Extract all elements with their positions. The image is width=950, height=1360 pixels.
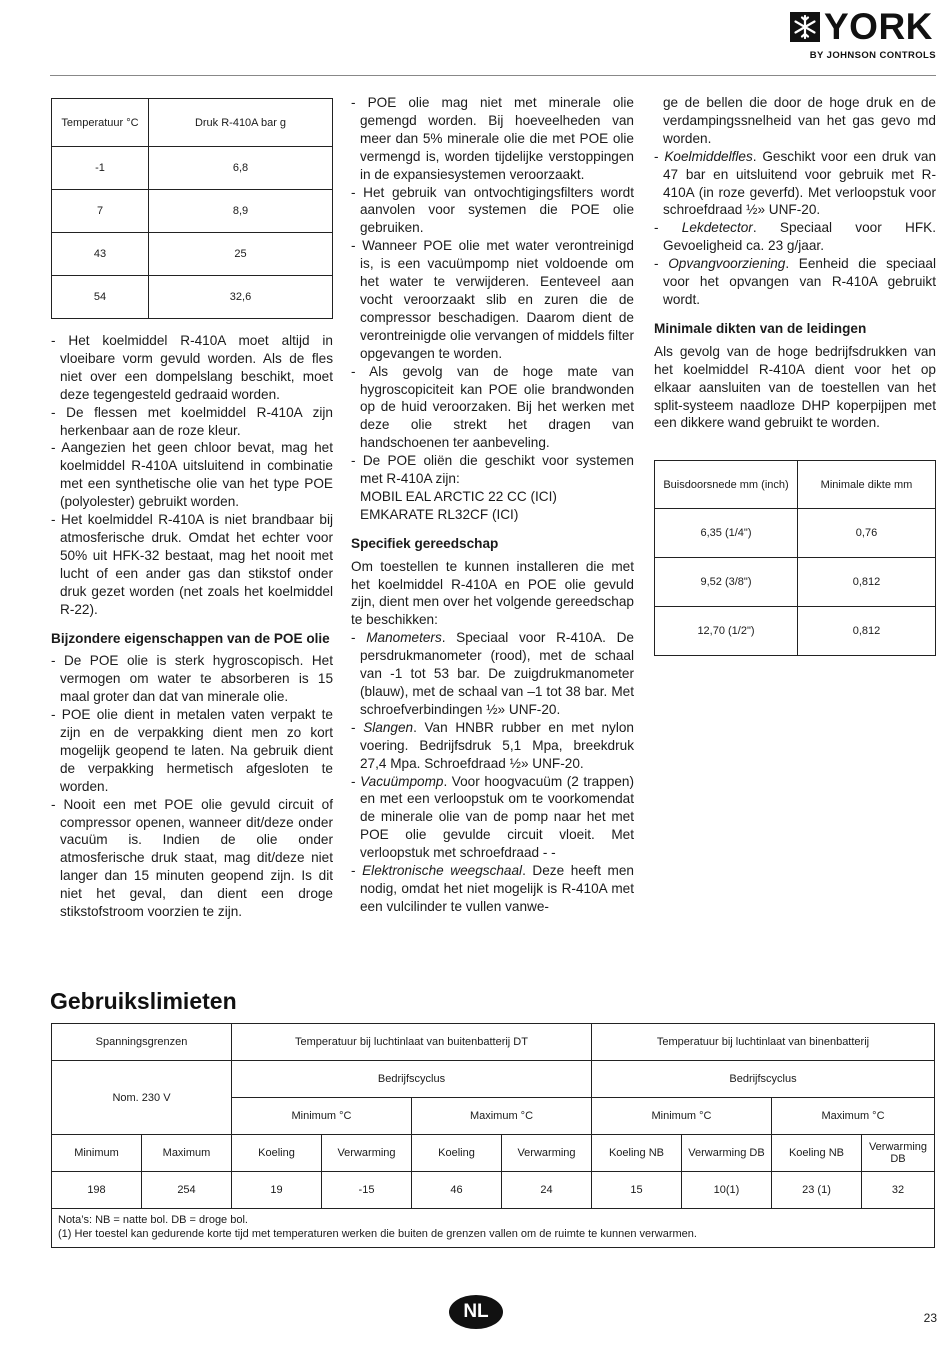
text-column-3 [654,94,936,432]
table-cell: -15 [322,1172,412,1209]
table-cell: 24 [502,1172,592,1209]
table-header: Spanningsgrenzen [52,1024,232,1061]
note-line: (1) Her toestel kan gedurende korte tijd met temperaturen werken die buiten de grenzen vallen om de ruimte te kunnen verwarmen. [58,1228,697,1240]
table-cell: 0,812 [798,558,936,607]
table-header: Verwarming DB [682,1135,772,1172]
paragraph: Als gevolg van de hoge bedrijfsdrukken van het koelmiddel R-410A dient voor het op elkaar aansluiten van de toestellen van het split-systeem naadloze DHP koperpijpen met een dikkere wand gebruikt te worden. [654,343,936,431]
table-header: Druk R-410A bar g [149,99,333,147]
table-header: Buisdoorsnede mm (inch) [655,461,798,509]
section-heading: Bijzondere eigenschappen van de POE olie [51,630,330,646]
pipe-thickness-table [654,460,936,656]
table-notes [52,1209,935,1248]
bullet-item: - Aangezien het geen chloor bevat, mag het koelmiddel R-410A uitsluitend in combinatie met een synthetische olie van het type POE (polyolester) gebruikt worden. [51,440,333,510]
text-column-1 [51,332,333,921]
table-header: Minimum °C [232,1098,412,1135]
bullet-item: - Het koelmiddel R-410A moet altijd in vloeibare vorm gevuld worden. Als de fles niet over een dompelslang beschikt, moet deze tegengesteld gedraaid worden. [51,333,333,402]
table-cell: 25 [149,233,333,276]
table-row [52,190,333,233]
table-cell: 0,76 [798,509,936,558]
table-header: Minimum °C [592,1098,772,1135]
table-cell: 254 [142,1172,232,1209]
brand-subtitle: BY JOHNSON CONTROLS [809,50,936,61]
tool-name: Vacuümpomp [360,773,444,789]
table-header: Bedrijfscyclus [232,1061,592,1098]
tool-description: . Voor hoogvacuüm (2 trappen) en met een verloopstuk om te voorkomendat de minerale olie van de pomp naar het met POE olie gevulde circuit vloeit. Met verloopstuk met schroefdraad - - [360,773,634,861]
bullet-item: - Als gevolg van de hoge mate van hygroscopiciteit kan POE olie brandwonden op de huid veroorzaken. Bij het werken met deze olie strekt het dragen van handschoenen ter aanbeveling. [351,363,634,451]
bullet-item: - Slangen. Van HNBR rubber en met nylon voering. Bedrijfsdruk 5,1 Mpa, breekdruk 27,4 Mpa. Schroefdraad ½» UNF-20. [351,719,634,771]
bullet-item: - Nooit een met POE olie gevuld circuit of compressor openen, wanneer dit/deze onder vacuüm is. Indien de olie onder atmosferische druk staat, mag dit/deze niet langer dan 15 minuten geopend zijn. Is dit niet het geval, dan dient een droge stikstofstroom voorzien te zijn. [51,796,333,920]
section-heading: Specifiek gereedschap [351,535,499,551]
table-row [52,233,333,276]
table-row [52,1135,935,1172]
table-header: Temperatuur °C [52,99,149,147]
table-cell: 7 [52,190,149,233]
table-cell: 10(1) [682,1172,772,1209]
table-header: Koeling [412,1135,502,1172]
tool-description: . Eenheid die speciaal voor het opvangen van R-410A gebruikt wordt. [663,256,936,307]
table-header: Bedrijfscyclus [592,1061,935,1098]
tool-name: Opvangvoorziening [668,256,786,272]
table-cell: 0,812 [798,607,936,656]
language-badge: NL [449,1295,503,1329]
tool-name: Elektronische weegschaal [362,863,523,879]
bullet-item: - De POE oliën die geschikt voor systemen met R-410A zijn: [351,453,634,487]
oil-product: EMKARATE RL32CF (ICI) [360,506,519,522]
bullet-item: - Manometers. Speciaal voor R-410A. De persdrukmanometer (rood), met de schaal van -1 tot 53 bar. De zuigdrukmanometer (blauw), met de schaal van –1 tot 38 bar. Met schroefverbindingen ½» UNF-20. [351,630,634,717]
bullet-item: - Opvangvoorziening. Eenheid die speciaal voor het opvangen van R-410A gebruikt wordt. [654,256,936,307]
tool-name: Slangen [363,719,414,735]
table-cell: 23 (1) [772,1172,862,1209]
table-header: Maximum °C [772,1098,935,1135]
table-cell: 6,8 [149,147,333,190]
tool-name: Lekdetector [681,220,753,236]
table-header: Minimum [52,1135,142,1172]
table-cell: 8,9 [149,190,333,233]
bullet-item: - De POE olie is sterk hygroscopisch. Het vermogen om water te absorberen is 15 maal groter dan dat van minerale olie. [51,653,333,705]
table-cell: 12,70 (1/2") [655,607,798,656]
table-row [655,607,936,656]
table-header: Temperatuur bij luchtinlaat van binenbatterij [592,1024,935,1061]
table-row [52,147,333,190]
text-column-2 [351,94,634,916]
table-cell: 9,52 (3/8") [655,558,798,607]
table-header: Maximum °C [412,1098,592,1135]
table-cell: 6,35 (1/4") [655,509,798,558]
table-cell: Nom. 230 V [52,1061,232,1135]
section-heading: Minimale dikten van de leidingen [654,320,867,336]
table-row [655,509,936,558]
bullet-item: - Het koelmiddel R-410A is niet brandbaar bij atmosferische druk. Omdat het echter voor 50% uit HFK-32 bestaat, mag het nooit met lucht of een ander gas dan stikstof onder druk gezet worden (net zoals het koelmiddel R-22). [51,512,333,617]
table-row [52,1172,935,1209]
bullet-item: - POE olie mag niet met minerale olie gemengd worden. Bij hoeveelheden van meer dan 5% minerale olie die met POE olie vermengd is, worden tijdelijke verstoppingen in de expansiesystemen veroorzaakt. [351,95,634,182]
bullet-item: - Elektronische weegschaal. Deze heeft men nodig, omdat het niet mogelijk is R-410A met een vulcilinder te vullen vanwe- [351,863,634,914]
tool-description: . Van HNBR rubber en met nylon voering. Bedrijfsdruk 5,1 Mpa, breekdruk 27,4 Mpa. Schroefdraad ½» UNF-20. [360,719,634,771]
tool-description: . Speciaal voor HFK. Gevoeligheid ca. 23 g/jaar. [663,220,936,254]
table-header: Minimale dikte mm [798,461,936,509]
table-cell: 46 [412,1172,502,1209]
tool-name: Manometers [366,630,442,646]
bullet-item: - Vacuümpomp. Voor hoogvacuüm (2 trappen) en met een verloopstuk om te voorkomendat de minerale olie van de pomp naar het met POE olie gevulde circuit vloeit. Met verloopstuk met schroefdraad - - [351,773,634,861]
oil-product: MOBIL EAL ARCTIC 22 CC (ICI) [360,488,557,504]
table-cell: 32,6 [149,276,333,319]
table-cell: 15 [592,1172,682,1209]
continued-text: ge de bellen die door de hoge druk en de verdampingssnelheid van het gas gevo md worden. [663,95,936,146]
paragraph: Om toestellen te kunnen installeren die met het koelmiddel R-410A en POE olie gevuld zijn, dient men over het volgende gereedschap te beschikken: [351,558,634,628]
table-cell: 43 [52,233,149,276]
table-header: Koeling [232,1135,322,1172]
tool-description: . Speciaal voor R-410A. De persdrukmanometer (rood), met de schaal van -1 tot 53 bar. De zuigdrukmanometer (blauw), met de schaal van –1 tot 38 bar. Met schroefverbindingen ½» UNF-20. [360,630,634,717]
bullet-item: - De flessen met koelmiddel R-410A zijn herkenbaar aan de roze kleur. [51,404,333,438]
note-line: Nota’s: NB = natte bol. DB = droge bol. [58,1214,248,1226]
table-header: Maximum [142,1135,232,1172]
table-cell: 54 [52,276,149,319]
table-row [655,558,936,607]
table-header: Verwarming DB [862,1135,935,1172]
section-title: Gebruikslimieten [50,988,237,1014]
bullet-item: - Het gebruik van ontvochtigingsfilters wordt aanvolen voor systemen die POE olie gebruiken. [351,184,634,236]
tool-name: Koelmiddelfles [664,148,753,164]
table-cell: 32 [862,1172,935,1209]
tool-description: . Deze heeft men nodig, omdat het niet mogelijk is R-410A met een vulcilinder te vullen vanwe- [360,863,634,914]
bullet-item: - POE olie dient in metalen vaten verpakt te zijn en de verpakking dient men zo kort mogelijk geopend te laten. Na gebruik dient de verpakking hermetisch afgesloten te worden. [51,707,333,794]
page-number: 23 [923,1311,937,1325]
table-cell: 19 [232,1172,322,1209]
york-logo [790,6,936,64]
pressure-table [51,98,333,319]
table-header: Verwarming [322,1135,412,1172]
table-header: Koeling NB [772,1135,862,1172]
bullet-item: - Koelmiddelfles. Geschikt voor een druk van 47 bar en uitsluitend voor gebruik met R-410A (in roze geverfd). Met verloopstuk voor schroefdraad ½» UNF-20. [654,148,937,218]
table-row [52,276,333,319]
table-header: Koeling NB [592,1135,682,1172]
bullet-item: - Wanneer POE olie met water verontreinigd is, is een vacuümpomp niet voldoende om het water te verwijderen. Eenteveel aan vocht veroorzaakt slib en zuren die de compressor beschadigen. Daarom dient de verontreinigde olie vervangen of middels filter opgevangen te worden. [351,238,634,361]
table-cell: 198 [52,1172,142,1209]
brand-name: YORK [824,6,933,47]
table-header: Temperatuur bij luchtinlaat van buitenbatterij DT [232,1024,592,1061]
usage-limits-table [51,1023,935,1248]
table-header: Verwarming [502,1135,592,1172]
tool-description: . Geschikt voor een druk van 47 bar en uitsluitend voor gebruik met R-410A (in roze geverfd). Met verloopstuk voor schroefdraad ½» UNF-20. [663,148,937,218]
table-cell: -1 [52,147,149,190]
bullet-item: - Lekdetector. Speciaal voor HFK. Gevoeligheid ca. 23 g/jaar. [654,220,936,254]
snowflake-icon [790,12,820,42]
header-divider [50,75,936,76]
